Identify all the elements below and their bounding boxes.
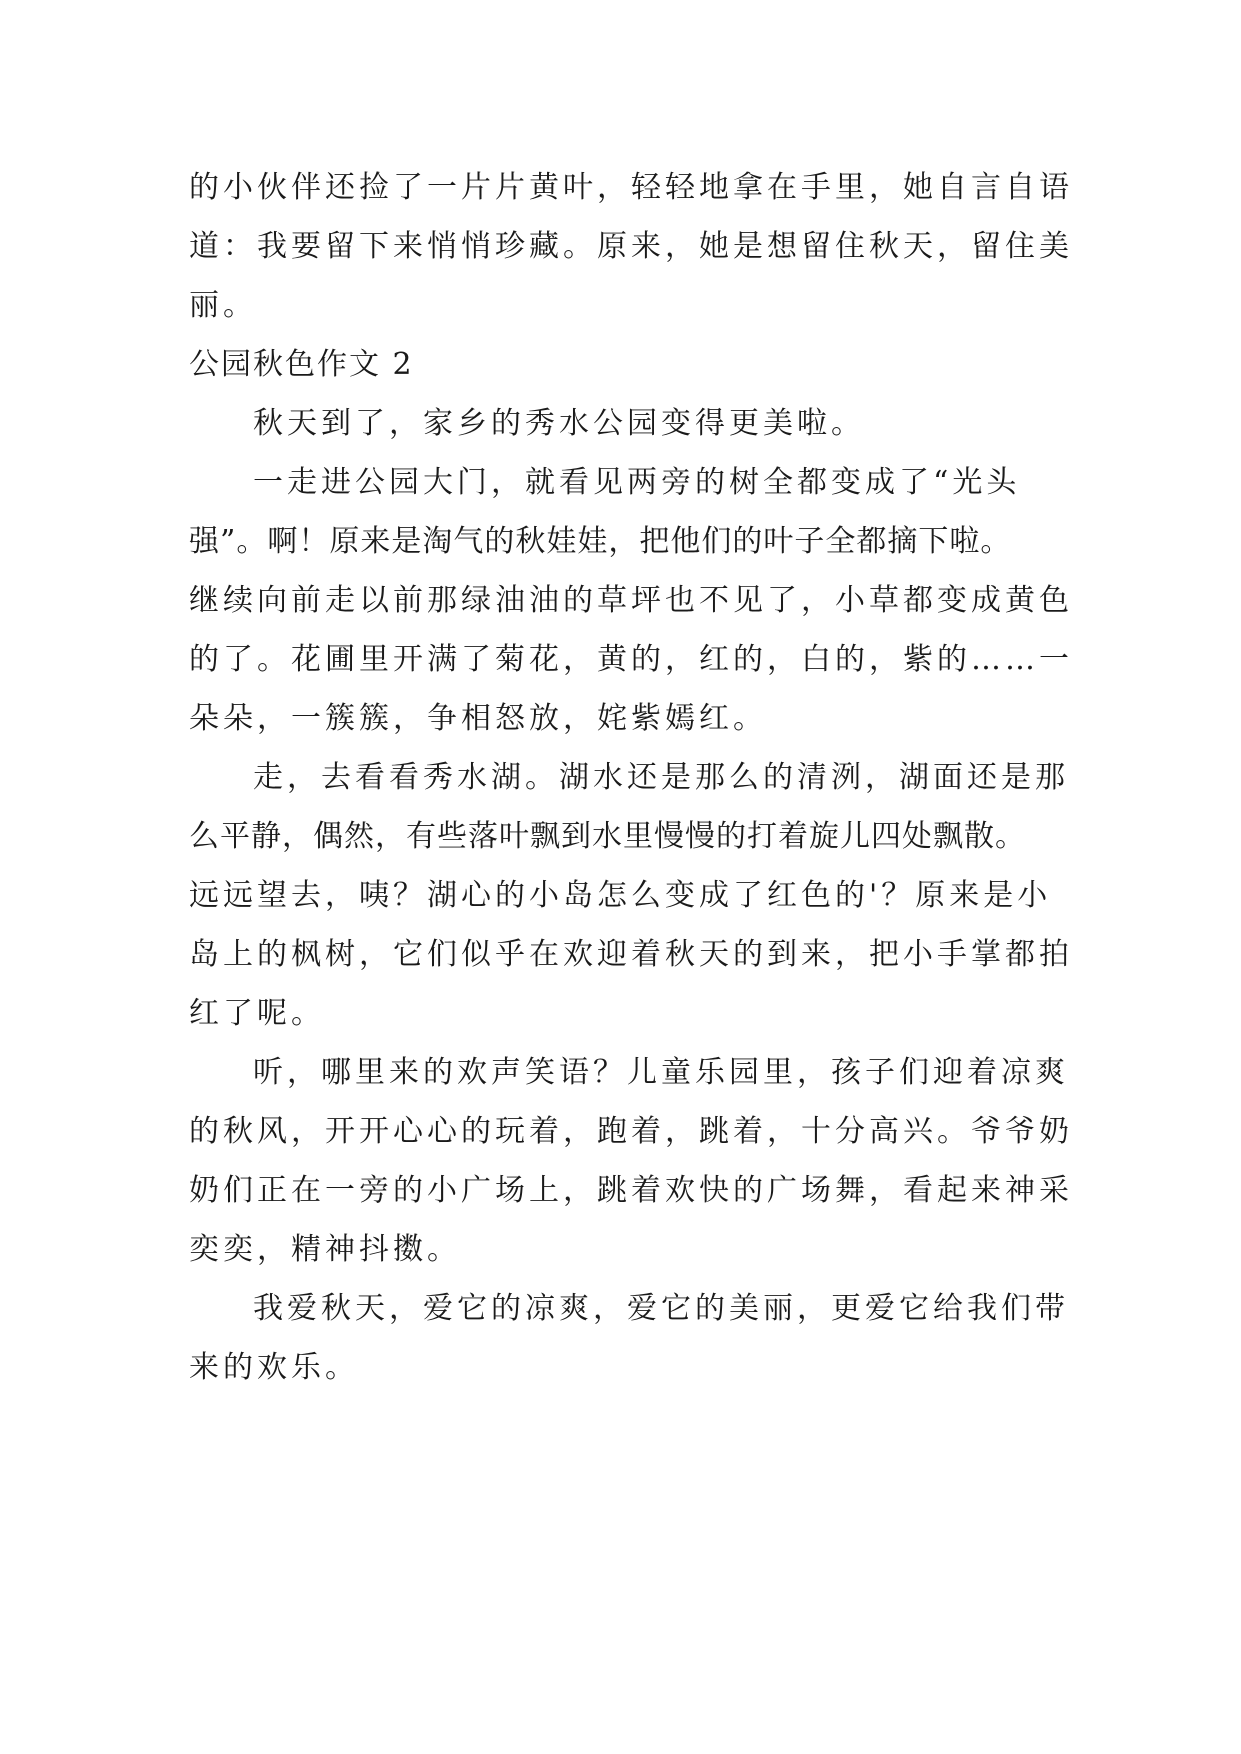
text-line: 我爱秋天，爱它的凉爽，爱它的美丽，更爱它给我们带 [253, 1291, 1069, 1326]
paragraph-2 [189, 453, 1073, 748]
paragraph-3 [189, 748, 1073, 1043]
text-line: 岛上的枫树，它们似乎在欢迎着秋天的到来，把小手掌都拍 [189, 937, 1073, 972]
paragraph-4 [189, 1043, 1073, 1279]
text-line: 的了。花圃里开满了菊花，黄的，红的，白的，紫的……一 [189, 642, 1073, 677]
text-line: 朵朵，一簇簇，争相怒放，姹紫嫣红。 [189, 701, 767, 736]
text-line: 听，哪里来的欢声笑语？儿童乐园里，孩子们迎着凉爽 [253, 1055, 1069, 1090]
text-line: 一走进公园大门，就看见两旁的树全都变成了“光头 [253, 465, 1021, 500]
text-line: 的秋风，开开心心的玩着，跑着，跳着，十分高兴。爷爷奶 [189, 1114, 1073, 1149]
text-line: 走，去看看秀水湖。湖水还是那么的清洌，湖面还是那 [253, 760, 1069, 795]
text-line: 么平静，偶然，有些落叶飘到水里慢慢的打着旋儿四处飘散。 [189, 819, 1026, 854]
text-line: 来的欢乐。 [189, 1350, 359, 1385]
text-line: 强”。啊！原来是淘气的秋娃娃，把他们的叶子全都摘下啦。 [189, 524, 1012, 559]
paragraph-1 [189, 394, 1059, 453]
text-line: 道：我要留下来悄悄珍藏。原来，她是想留住秋天，留住美 [189, 229, 1073, 264]
text-line: 秋天到了，家乡的秀水公园变得更美啦。 [253, 406, 865, 441]
text-line: 奶们正在一旁的小广场上，跳着欢快的广场舞，看起来神采 [189, 1173, 1073, 1208]
body-text-continuation [189, 158, 1073, 335]
text-line: 奕奕，精神抖擞。 [189, 1232, 461, 1267]
text-line: 继续向前走以前那绿油油的草坪也不见了，小草都变成黄色 [189, 583, 1073, 618]
section-heading-block [189, 335, 1059, 394]
text-line: 的小伙伴还捡了一片片黄叶，轻轻地拿在手里，她自言自语 [189, 170, 1073, 205]
section-heading: 公园秋色作文 2 [189, 347, 414, 382]
paragraph-5 [189, 1279, 1069, 1397]
text-line: 红了呢。 [189, 996, 325, 1031]
text-line: 丽。 [189, 288, 257, 323]
text-line: 远远望去，咦？湖心的小岛怎么变成了红色的'？原来是小 [189, 878, 1052, 913]
